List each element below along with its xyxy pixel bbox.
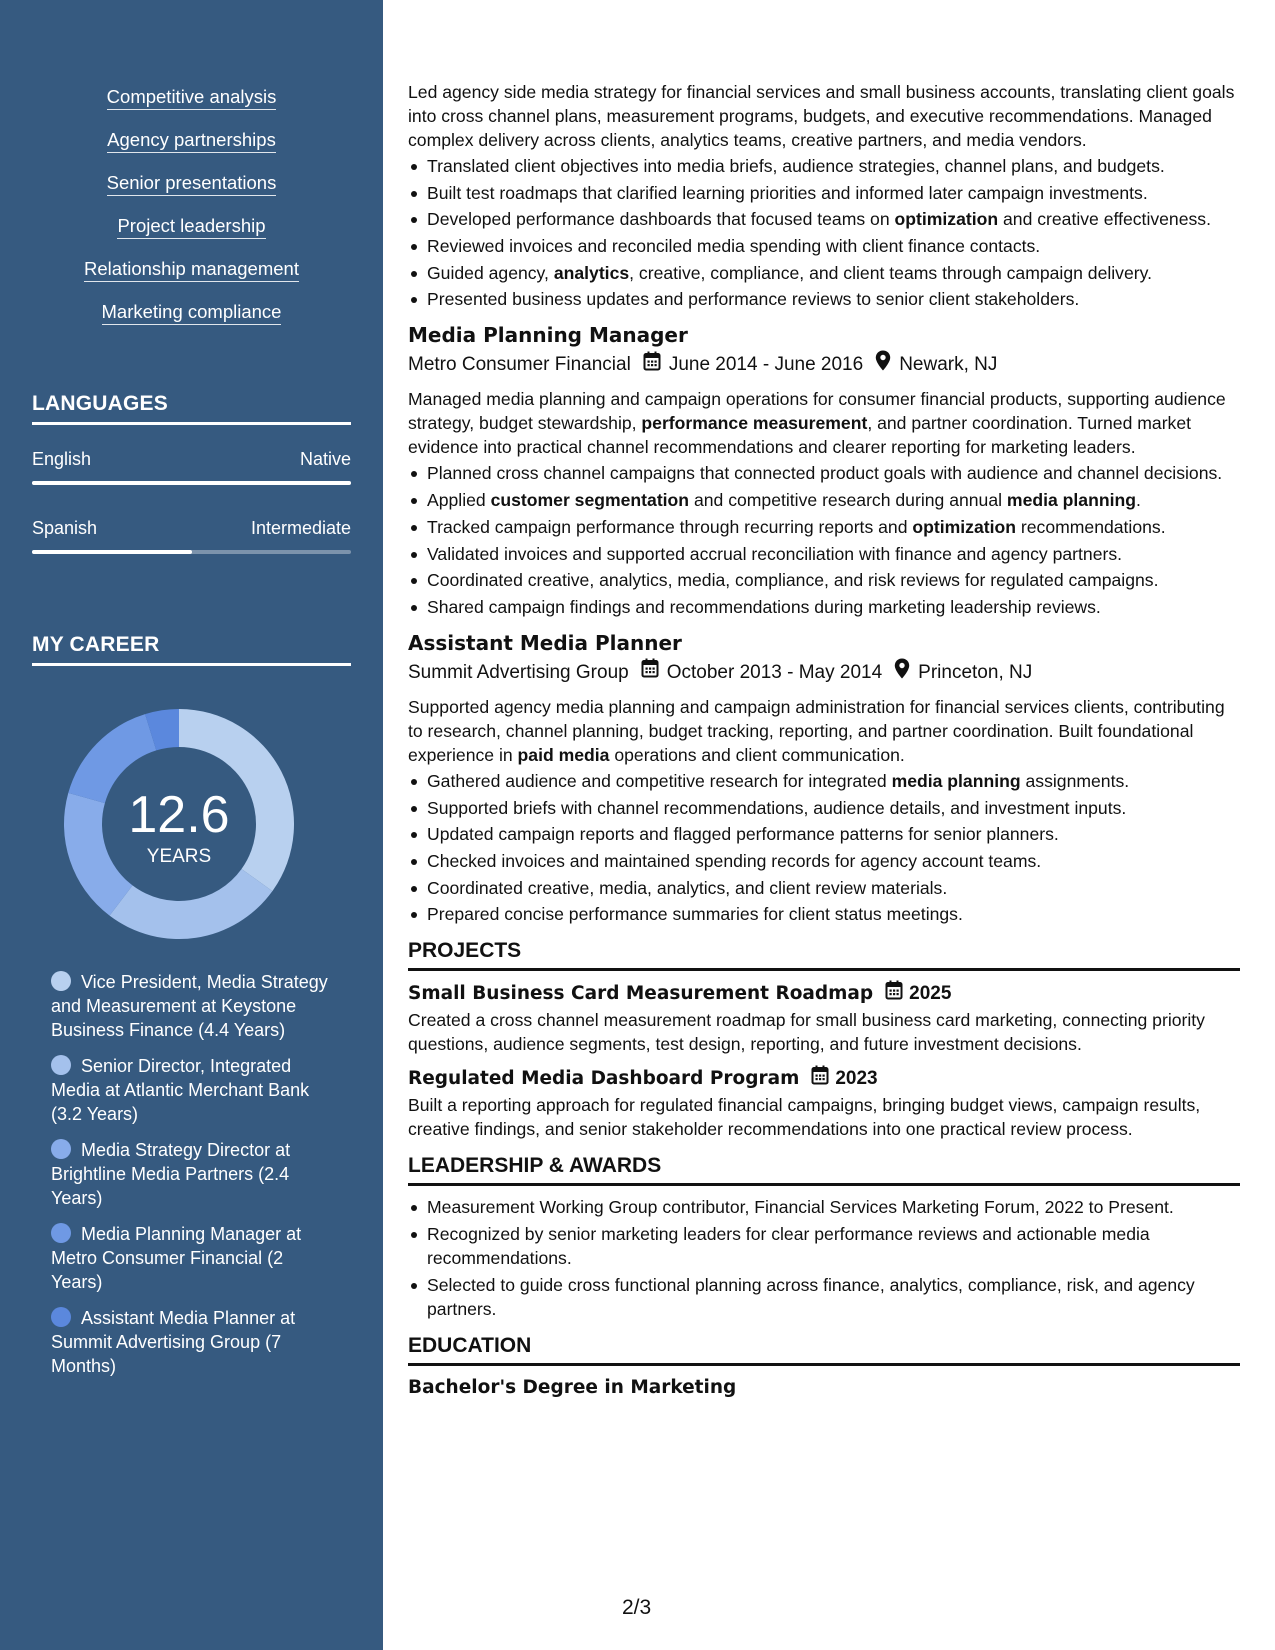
bullet-item: Coordinated creative, analytics, media, compliance, and risk reviews for regulated campaigns. [408, 568, 1240, 592]
language-row [32, 449, 351, 470]
job-dates: June 2014 - June 2016 [668, 354, 864, 376]
project-title: Regulated Media Dashboard Program [408, 1068, 800, 1090]
project-title-row [408, 1065, 1240, 1093]
legend-dot [51, 1055, 71, 1075]
job-location: Princeton, NJ [918, 661, 1033, 683]
bullet-item: Validated invoices and supported accrual reconciliation with finance and agency partners. [408, 542, 1240, 566]
bullet-item: Shared campaign findings and recommendations during marketing leadership reviews. [408, 595, 1240, 619]
job-bullets [408, 461, 1240, 618]
project-year: 2025 [909, 983, 952, 1005]
language-name: Spanish [32, 518, 98, 538]
skill-item: Agency partnerships [107, 129, 276, 153]
job-title: Media Planning Manager [408, 323, 688, 348]
calendar-icon [811, 1065, 829, 1093]
intro-bullets [408, 154, 1240, 311]
map-pin-icon [875, 350, 891, 380]
map-pin-icon [894, 658, 910, 688]
bullet-item: Coordinated creative, media, analytics, and client review materials. [408, 876, 1240, 900]
legend-dot [51, 1307, 71, 1327]
language-name: English [32, 449, 92, 469]
main-content [408, 80, 1240, 1401]
bullet-item: Measurement Working Group contributor, Financial Services Marketing Forum, 2022 to Present. [408, 1195, 1240, 1219]
bullet-item: Built test roadmaps that clarified learning priorities and informed later campaign investments. [408, 181, 1240, 205]
bullet-item: Tracked campaign performance through recurring reports and optimization recommendations. [408, 515, 1240, 539]
legend-dot [51, 971, 71, 991]
career-item-text: Media Strategy Director at Brightline Media Partners (2.4 Years) [51, 1140, 291, 1208]
legend-dot [51, 1223, 71, 1243]
bullet-item: Reviewed invoices and reconciled media spending with client finance contacts. [408, 234, 1240, 258]
career-item [51, 1222, 336, 1294]
project-title-row [408, 980, 1240, 1008]
career-item-text: Senior Director, Integrated Media at Atlantic Merchant Bank (3.2 Years) [51, 1056, 310, 1124]
legend-dot [51, 1139, 71, 1159]
bullet-item: Selected to guide cross functional planning across finance, analytics, compliance, risk, and agency partners. [408, 1273, 1240, 1321]
bullet-item: Prepared concise performance summaries for client status meetings. [408, 902, 1240, 926]
language-level: Native [299, 449, 351, 469]
job-location: Newark, NJ [899, 354, 998, 376]
skill-item: Marketing compliance [102, 301, 282, 325]
leadership-heading: LEADERSHIP & AWARDS [408, 1153, 1240, 1186]
job-entry [408, 630, 1240, 926]
project-description: Created a cross channel measurement roadmap for small business card marketing, connecting priority questions, audience segments, test design, reporting, and future investment decisions. [408, 1010, 1205, 1055]
language-bar-fill [32, 481, 351, 485]
language-level: Intermediate [250, 518, 351, 538]
career-list [51, 970, 336, 1390]
job-title: Assistant Media Planner [408, 630, 682, 655]
project-entry [408, 1065, 1240, 1141]
job-dates: October 2013 - May 2014 [666, 661, 883, 683]
bullet-item: Developed performance dashboards that focused teams on optimization and creative effectiveness. [408, 207, 1240, 231]
career-item-text: Vice President, Media Strategy and Measurement at Keystone Business Finance (4.4 Years) [51, 972, 328, 1040]
bullet-item: Guided agency, analytics, creative, compliance, and client teams through campaign delivery. [408, 261, 1240, 285]
languages-heading: LANGUAGES [32, 392, 351, 425]
job-meta [408, 350, 1240, 380]
job-meta [408, 658, 1240, 688]
bullet-item: Applied customer segmentation and competitive research during annual media planning. [408, 488, 1240, 512]
career-item-text: Assistant Media Planner at Summit Advertising Group (7 Months) [51, 1308, 296, 1376]
language-bar-fill [32, 550, 192, 554]
bullet-item: Translated client objectives into media briefs, audience strategies, channel plans, and budgets. [408, 154, 1240, 178]
calendar-icon [641, 658, 659, 687]
project-title: Small Business Card Measurement Roadmap [408, 983, 874, 1005]
sidebar [0, 0, 383, 1650]
job-bullets [408, 769, 1240, 926]
career-item-text: Media Planning Manager at Metro Consumer Financial (2 Years) [51, 1224, 302, 1292]
page-number: 2/3 [622, 1596, 652, 1619]
bullet-item: Presented business updates and performance reviews to senior client stakeholders. [408, 287, 1240, 311]
education-heading: EDUCATION [408, 1333, 1240, 1366]
projects-heading: PROJECTS [408, 938, 1240, 971]
skill-item: Competitive analysis [107, 86, 277, 110]
career-item [51, 1306, 336, 1378]
project-description: Built a reporting approach for regulated financial campaigns, bringing budget views, campaign results, creative findings, and senior stakeholder recommendations into one practical review process. [408, 1095, 1201, 1140]
career-heading: MY CAREER [32, 633, 351, 666]
language-bar [32, 550, 351, 554]
career-donut-chart [64, 709, 294, 939]
job-company: Metro Consumer Financial [408, 354, 631, 376]
job-company: Summit Advertising Group [408, 661, 629, 683]
language-row [32, 518, 351, 539]
job-summary: Managed media planning and campaign operations for consumer financial products, supporting audience strategy, budget stewardship, performance measurement, and partner coordination. Turned market evidence into practical channel recommendations and clearer reporting for marketing leaders. [408, 389, 1226, 458]
bullet-item: Supported briefs with channel recommendations, audience details, and investment inputs. [408, 796, 1240, 820]
career-total-unit: YEARS [146, 846, 212, 867]
language-bar [32, 481, 351, 485]
bullet-item: Updated campaign reports and flagged performance patterns for senior planners. [408, 822, 1240, 846]
career-total-years: 12.6 [128, 786, 230, 844]
job-entry [408, 322, 1240, 618]
calendar-icon [885, 980, 903, 1008]
bullet-item: Checked invoices and maintained spending records for agency account teams. [408, 849, 1240, 873]
career-item [51, 1054, 336, 1126]
bullet-item: Recognized by senior marketing leaders for clear performance reviews and actionable media recommendations. [408, 1222, 1240, 1270]
education-degree: Bachelor's Degree in Marketing [408, 1376, 737, 1398]
calendar-icon [643, 351, 661, 380]
project-year: 2023 [835, 1068, 878, 1090]
bullet-item: Gathered audience and competitive research for integrated media planning assignments. [408, 769, 1240, 793]
project-entry [408, 980, 1240, 1056]
career-item [51, 1138, 336, 1210]
skills-list [0, 86, 383, 344]
intro-summary: Led agency side media strategy for financial services and small business accounts, translating client goals into cross channel plans, measurement programs, budgets, and executive recommendations. Managed complex delivery across clients, analytics teams, creative partners, and media vendors. [408, 82, 1235, 150]
job-summary: Supported agency media planning and campaign administration for financial services clients, contributing to research, channel planning, budget tracking, reporting, and partner coordination. Built foundational experience in paid media operations and client communication. [408, 696, 1225, 765]
bullet-item: Planned cross channel campaigns that connected product goals with audience and channel decisions. [408, 461, 1240, 485]
skill-item: Relationship management [84, 258, 299, 282]
career-item [51, 970, 336, 1042]
skill-item: Project leadership [117, 215, 265, 239]
donut-segment [110, 869, 273, 939]
skill-item: Senior presentations [107, 172, 277, 196]
leadership-bullets [408, 1195, 1240, 1320]
